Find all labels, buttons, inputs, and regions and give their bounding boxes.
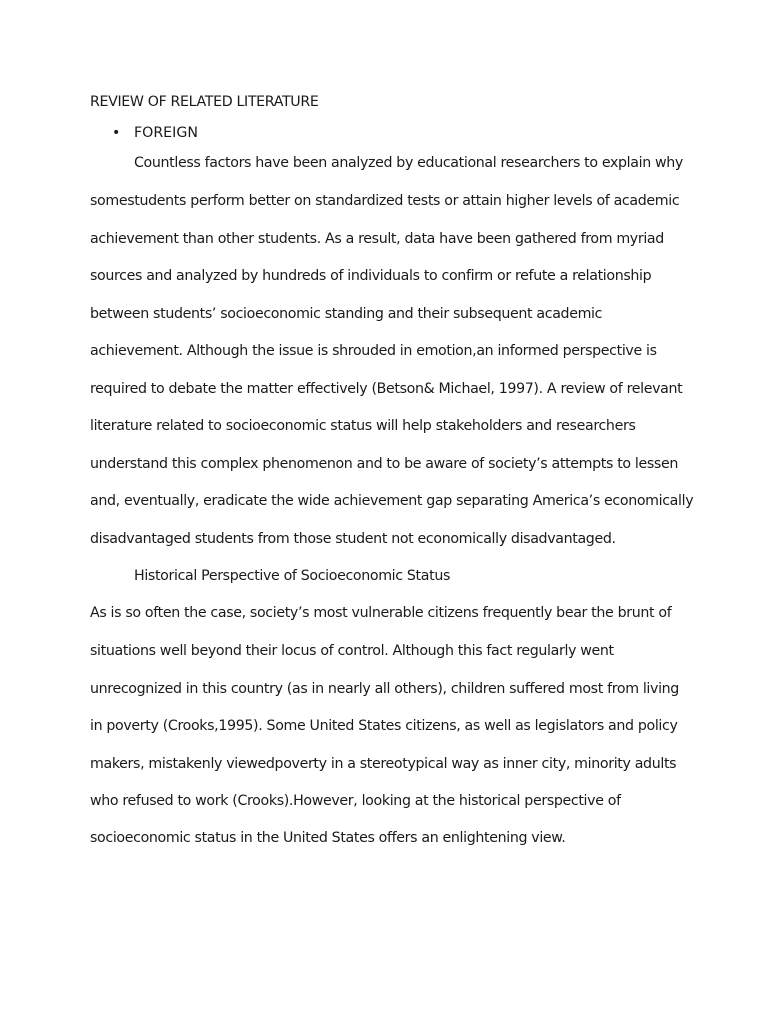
paragraph-line: disadvantaged students from those student not economically disadvantaged.: [90, 531, 616, 547]
paragraph-line: Countless factors have been analyzed by educational researchers to explain why: [134, 155, 683, 171]
paragraph-line: understand this complex phenomenon and to be aware of society’s attempts to lessen: [90, 456, 678, 472]
paragraph-line: literature related to socioeconomic status will help stakeholders and researchers: [90, 418, 636, 434]
subheading: Historical Perspective of Socioeconomic Status: [134, 568, 450, 584]
bullet-label: FOREIGN: [134, 125, 198, 141]
bullet-item-foreign: [112, 123, 198, 143]
paragraph-line: required to debate the matter effectively (Betson& Michael, 1997). A review of relevant: [90, 381, 683, 397]
bullet-icon: •: [112, 125, 121, 141]
paragraph-line: and, eventually, eradicate the wide achievement gap separating America’s economically: [90, 493, 694, 509]
paragraph-line: achievement. Although the issue is shrouded in emotion,an informed perspective is: [90, 343, 657, 359]
paragraph-line: between students’ socioeconomic standing and their subsequent academic: [90, 306, 603, 322]
paragraph-line: makers, mistakenly viewedpoverty in a stereotypical way as inner city, minority adults: [90, 756, 677, 772]
paragraph-line: sources and analyzed by hundreds of individuals to confirm or refute a relationship: [90, 268, 652, 284]
section-heading: REVIEW OF RELATED LITERATURE: [90, 94, 319, 110]
paragraph-line: As is so often the case, society’s most vulnerable citizens frequently bear the brunt of: [90, 605, 672, 621]
paragraph-line: somestudents perform better on standardized tests or attain higher levels of academic: [90, 193, 680, 209]
paragraph-line: unrecognized in this country (as in nearly all others), children suffered most from living: [90, 681, 679, 697]
paragraph-line: who refused to work (Crooks).However, looking at the historical perspective of: [90, 793, 621, 809]
paragraph-line: in poverty (Crooks,1995). Some United States citizens, as well as legislators and policy: [90, 718, 678, 734]
paragraph-line: achievement than other students. As a result, data have been gathered from myriad: [90, 231, 664, 247]
paragraph-line: situations well beyond their locus of control. Although this fact regularly went: [90, 643, 614, 659]
paragraph-line: socioeconomic status in the United States offers an enlightening view.: [90, 830, 566, 846]
